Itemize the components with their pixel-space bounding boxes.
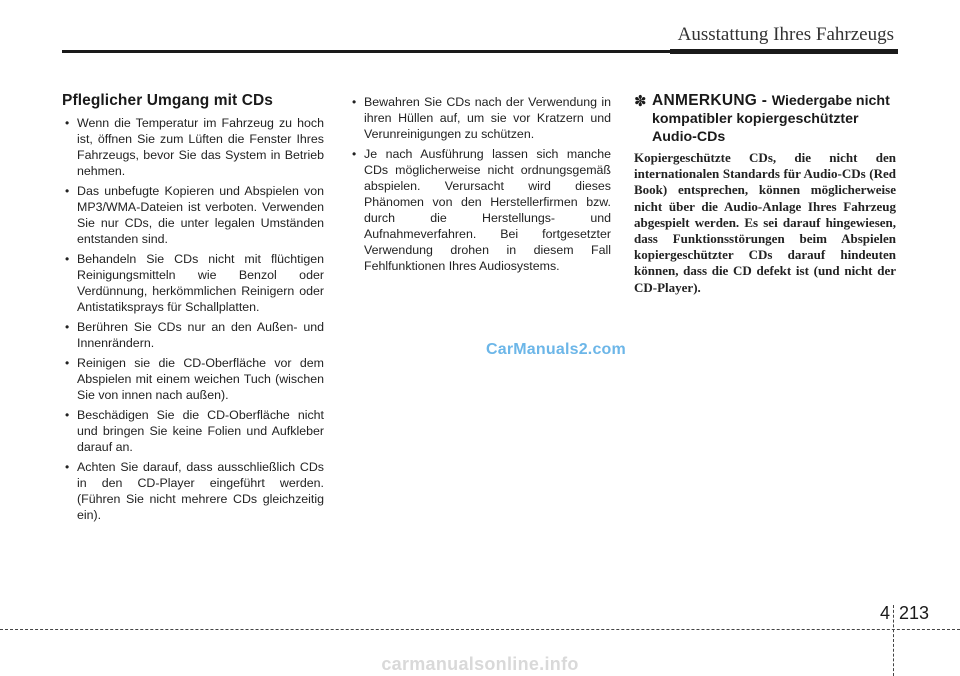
- section-heading: Pfleglicher Umgang mit CDs: [62, 92, 274, 109]
- note-heading: [634, 92, 896, 146]
- list-item: • Behandeln Sie CDs nicht mit flüchtigen Reinigungsmitteln wie Benzol oder Verdünnung, herkömmlichen Reinigern oder Antistatiksprays für Schallplatten.: [62, 251, 324, 315]
- chapter-number: 4: [880, 603, 891, 623]
- middle-column: [349, 94, 611, 278]
- footer-divider: [0, 629, 960, 630]
- note-body: Kopiergeschützte CDs, die nicht den internationalen Standards für Audio-CDs (Red Book) entsprechen, können möglicherweise nicht über die Audio-Anlage Ihres Fahrzeug abgespielt werden. Es sei darauf hingewiesen, dass Funktionsstörungen beim Abspielen kopiergeschützter CDs darauf hindeuten können, dass die CD defekt ist (und nicht der CD-Player).: [634, 150, 896, 295]
- care-instructions-list-continued: [349, 94, 611, 274]
- asterisk-note-icon: ✽: [634, 92, 647, 110]
- list-item: • Je nach Ausführung lassen sich manche CDs möglicherweise nicht ordnungsgemäß abspielen. Verursacht wird dieses Phänomen von den Herstellerfirmen bzw. durch die Herstellungs- und Aufnahmeverfahren. Bei fortgesetzter Verwendung drohen in diesem Fall Fehlfunktionen Ihres Audiosystems.: [349, 146, 611, 274]
- note-label: ANMERKUNG -: [652, 92, 768, 109]
- care-instructions-list: [62, 115, 324, 523]
- list-item: • Bewahren Sie CDs nach der Verwendung in ihren Hüllen auf, um sie vor Kratzern und Verunreinigungen zu schützen.: [349, 94, 611, 142]
- list-item: • Achten Sie darauf, dass ausschließlich CDs in den CD-Player eingeführt werden. (Führen Sie nicht mehrere CDs gleichzeitig ein).: [62, 459, 324, 523]
- left-column: [62, 92, 324, 527]
- page-header-title: Ausstattung Ihres Fahrzeugs: [677, 24, 894, 45]
- list-item: • Das unbefugte Kopieren und Abspielen von MP3/WMA-Dateien ist verboten. Verwenden Sie nur CDs, die unter legalen Umständen entstanden sind.: [62, 183, 324, 247]
- list-item: • Wenn die Temperatur im Fahrzeug zu hoch ist, öffnen Sie zum Lüften die Fenster Ihres Fahrzeugs, bevor Sie das System in Betrieb nehmen.: [62, 115, 324, 179]
- list-item: • Beschädigen Sie die CD-Oberfläche nicht und bringen Sie keine Folien und Aufkleber darauf an.: [62, 407, 324, 455]
- site-watermark: carmanualsonline.info: [381, 654, 579, 674]
- list-item: • Reinigen sie die CD-Oberfläche vor dem Abspielen mit einem weichen Tuch (wischen Sie von innen nach außen).: [62, 355, 324, 403]
- list-item: • Berühren Sie CDs nur an den Außen- und Innenrändern.: [62, 319, 324, 351]
- note-box: [634, 92, 896, 296]
- note-subtitle: Wiedergabe nicht kompatibler kopiergeschützter Audio-CDs: [652, 93, 890, 145]
- note-title: [652, 92, 896, 146]
- header-rule-accent: [670, 49, 898, 54]
- page-number: 213: [899, 603, 930, 623]
- watermark-text: CarManuals2.com: [486, 341, 626, 358]
